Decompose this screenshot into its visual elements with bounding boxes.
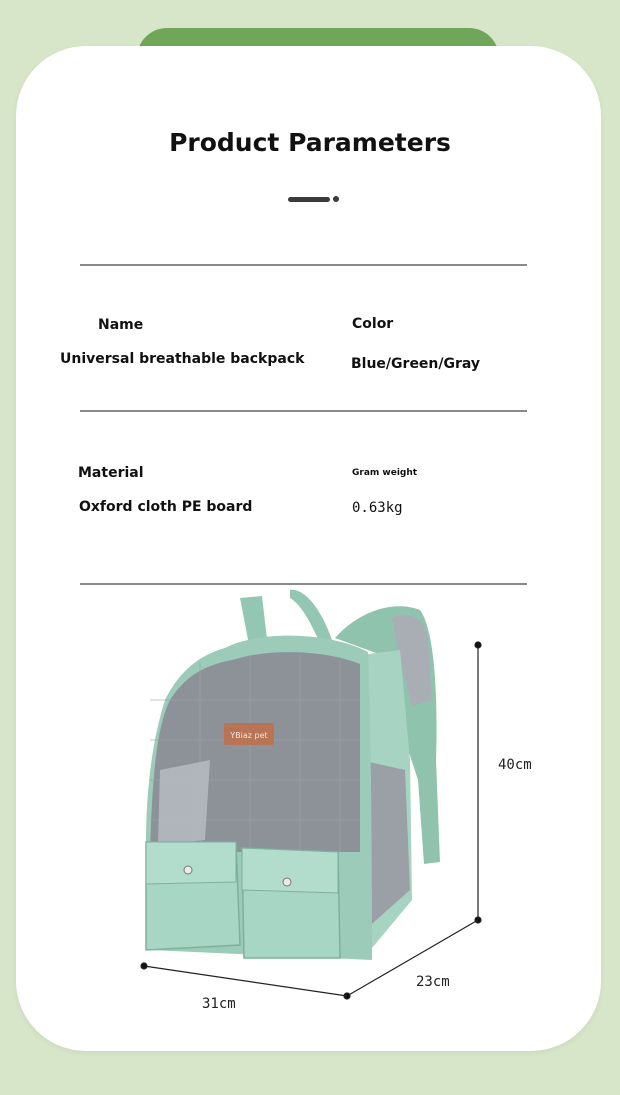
divider-middle [80, 410, 527, 412]
width-dimension-label: 31cm [202, 996, 236, 1012]
color-label: Color [352, 316, 394, 332]
name-label: Name [98, 317, 144, 333]
name-value: Universal breathable backpack [60, 351, 305, 367]
backpack-image [0, 580, 620, 1020]
height-dimension-label: 40cm [498, 757, 532, 773]
material-value: Oxford cloth PE board [79, 499, 253, 515]
title-underline-bar [288, 197, 330, 202]
page-title: Product Parameters [169, 128, 451, 157]
divider-top [80, 264, 527, 266]
pocket-flap-right [242, 848, 338, 893]
brand-tag-text: YBiaz pet [230, 731, 268, 740]
weight-value: 0.63kg [352, 500, 403, 516]
color-value: Blue/Green/Gray [351, 356, 481, 372]
pocket-flap-left [146, 842, 236, 884]
title-underline-dot [333, 196, 339, 202]
depth-dimension-label: 23cm [416, 974, 450, 990]
pocket-snap-right [283, 878, 291, 886]
pocket-snap-left [184, 866, 192, 874]
material-label: Material [78, 465, 144, 481]
window-reflection [158, 760, 210, 845]
weight-label: Gram weight [352, 468, 418, 478]
